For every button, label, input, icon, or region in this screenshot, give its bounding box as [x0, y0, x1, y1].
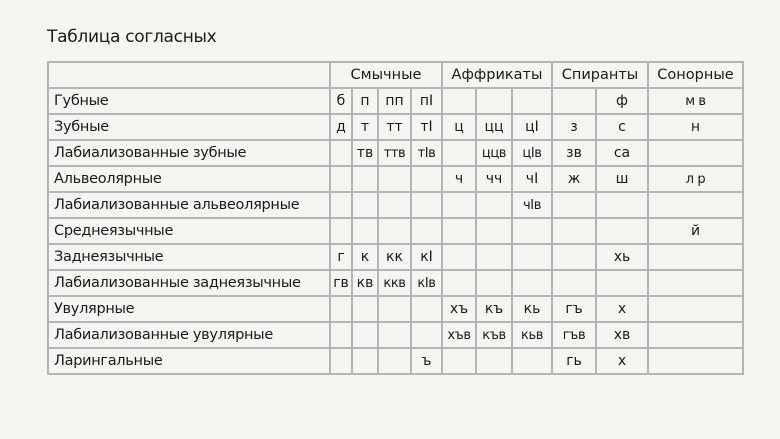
- consonant-cell: [512, 244, 552, 270]
- row-label: Зубные: [48, 114, 330, 140]
- consonant-cell: пп: [378, 88, 411, 114]
- consonant-cell: л р: [648, 166, 743, 192]
- consonant-cell: цц: [476, 114, 512, 140]
- consonant-cell: кв: [352, 270, 378, 296]
- table-row: [48, 88, 743, 114]
- consonant-cell: [648, 140, 743, 166]
- consonant-cell: [648, 348, 743, 374]
- table-row: [48, 192, 743, 218]
- consonant-cell: [476, 244, 512, 270]
- consonant-cell: [352, 348, 378, 374]
- consonant-cell: [330, 218, 352, 244]
- consonant-cell: [648, 296, 743, 322]
- consonant-cell: ч: [442, 166, 476, 192]
- consonant-cell: б: [330, 88, 352, 114]
- consonant-cell: [552, 192, 596, 218]
- consonant-cell: [378, 348, 411, 374]
- consonant-cell: д: [330, 114, 352, 140]
- consonant-cell: [596, 218, 648, 244]
- row-label: Лабиализованные зубные: [48, 140, 330, 166]
- consonant-cell: ж: [552, 166, 596, 192]
- consonant-cell: [378, 322, 411, 348]
- table-row: [48, 270, 743, 296]
- consonant-cell: [411, 218, 442, 244]
- consonant-cell: [411, 166, 442, 192]
- consonant-cell: [442, 348, 476, 374]
- consonant-cell: з: [552, 114, 596, 140]
- consonant-cell: [476, 192, 512, 218]
- consonant-cell: къ: [476, 296, 512, 322]
- consonant-cell: [330, 166, 352, 192]
- consonant-cell: г: [330, 244, 352, 270]
- consonant-cell: чӀ: [512, 166, 552, 192]
- row-label: Ларингальные: [48, 348, 330, 374]
- consonant-cell: [378, 192, 411, 218]
- consonant-cell: [512, 348, 552, 374]
- consonant-cell: с: [596, 114, 648, 140]
- header-spirants: Спиранты: [552, 62, 648, 88]
- consonant-cell: [512, 270, 552, 296]
- consonant-cell: [648, 192, 743, 218]
- row-label: Среднеязычные: [48, 218, 330, 244]
- consonant-cell: [552, 218, 596, 244]
- table-row: [48, 140, 743, 166]
- consonant-cell: тӀв: [411, 140, 442, 166]
- consonant-cell: [378, 296, 411, 322]
- header-row: [48, 62, 743, 88]
- consonant-cell: кь: [512, 296, 552, 322]
- consonant-cell: [442, 270, 476, 296]
- consonant-cell: кьв: [512, 322, 552, 348]
- consonant-cell: ттв: [378, 140, 411, 166]
- consonant-cell: [352, 192, 378, 218]
- consonant-cell: [648, 322, 743, 348]
- consonant-cell: хь: [596, 244, 648, 270]
- header-corner: [48, 62, 330, 88]
- consonant-cell: [411, 192, 442, 218]
- row-label: Альвеолярные: [48, 166, 330, 192]
- consonant-cell: ф: [596, 88, 648, 114]
- consonant-cell: ш: [596, 166, 648, 192]
- table-row: [48, 218, 743, 244]
- table-row: [48, 322, 743, 348]
- consonant-table: [47, 61, 744, 375]
- consonant-cell: са: [596, 140, 648, 166]
- consonant-cell: [352, 166, 378, 192]
- table-row: [48, 296, 743, 322]
- consonant-cell: [330, 322, 352, 348]
- consonant-cell: [648, 244, 743, 270]
- table-row: [48, 244, 743, 270]
- row-label: Заднеязычные: [48, 244, 330, 270]
- consonant-cell: [476, 218, 512, 244]
- consonant-cell: [330, 348, 352, 374]
- consonant-cell: ц: [442, 114, 476, 140]
- consonant-cell: чӀв: [512, 192, 552, 218]
- consonant-cell: хв: [596, 322, 648, 348]
- consonant-cell: гъв: [552, 322, 596, 348]
- row-label: Губные: [48, 88, 330, 114]
- consonant-cell: ццв: [476, 140, 512, 166]
- consonant-cell: к: [352, 244, 378, 270]
- consonant-cell: [411, 322, 442, 348]
- consonant-cell: тв: [352, 140, 378, 166]
- consonant-cell: тт: [378, 114, 411, 140]
- consonant-cell: [378, 218, 411, 244]
- consonant-cell: [411, 296, 442, 322]
- consonant-cell: [476, 88, 512, 114]
- consonant-cell: [378, 166, 411, 192]
- consonant-cell: [552, 88, 596, 114]
- consonant-cell: кӀв: [411, 270, 442, 296]
- table-row: [48, 348, 743, 374]
- consonant-cell: пӀ: [411, 88, 442, 114]
- consonant-cell: ккв: [378, 270, 411, 296]
- consonant-cell: т: [352, 114, 378, 140]
- consonant-cell: й: [648, 218, 743, 244]
- consonant-cell: [330, 296, 352, 322]
- row-label: Увулярные: [48, 296, 330, 322]
- consonant-cell: [352, 218, 378, 244]
- consonant-cell: хъ: [442, 296, 476, 322]
- header-plosives: Смычные: [330, 62, 442, 88]
- consonant-cell: [352, 322, 378, 348]
- table-row: [48, 114, 743, 140]
- consonant-cell: зв: [552, 140, 596, 166]
- consonant-cell: гь: [552, 348, 596, 374]
- consonant-cell: [512, 218, 552, 244]
- header-sonorants: Сонорные: [648, 62, 743, 88]
- consonant-cell: [552, 244, 596, 270]
- consonant-cell: цӀ: [512, 114, 552, 140]
- consonant-cell: чч: [476, 166, 512, 192]
- consonant-cell: х: [596, 348, 648, 374]
- row-label: Лабиализованные увулярные: [48, 322, 330, 348]
- consonant-cell: [330, 192, 352, 218]
- consonant-cell: [596, 192, 648, 218]
- page-title: Таблица согласных: [47, 27, 217, 47]
- consonant-cell: хъв: [442, 322, 476, 348]
- consonant-cell: къв: [476, 322, 512, 348]
- consonant-cell: м в: [648, 88, 743, 114]
- consonant-cell: [476, 348, 512, 374]
- consonant-cell: [442, 88, 476, 114]
- consonant-cell: [352, 296, 378, 322]
- consonant-cell: [442, 192, 476, 218]
- consonant-cell: кк: [378, 244, 411, 270]
- consonant-cell: [442, 244, 476, 270]
- table-row: [48, 166, 743, 192]
- consonant-cell: гв: [330, 270, 352, 296]
- consonant-cell: гъ: [552, 296, 596, 322]
- consonant-cell: н: [648, 114, 743, 140]
- consonant-cell: х: [596, 296, 648, 322]
- consonant-cell: [552, 270, 596, 296]
- consonant-cell: п: [352, 88, 378, 114]
- consonant-cell: ъ: [411, 348, 442, 374]
- row-label: Лабиализованные заднеязычные: [48, 270, 330, 296]
- row-label: Лабиализованные альвеолярные: [48, 192, 330, 218]
- consonant-cell: [648, 270, 743, 296]
- consonant-cell: [442, 218, 476, 244]
- header-affricates: Аффрикаты: [442, 62, 552, 88]
- consonant-cell: тӀ: [411, 114, 442, 140]
- consonant-cell: цӀв: [512, 140, 552, 166]
- consonant-cell: кӀ: [411, 244, 442, 270]
- consonant-cell: [512, 88, 552, 114]
- consonant-cell: [330, 140, 352, 166]
- consonant-cell: [476, 270, 512, 296]
- consonant-cell: [596, 270, 648, 296]
- consonant-cell: [442, 140, 476, 166]
